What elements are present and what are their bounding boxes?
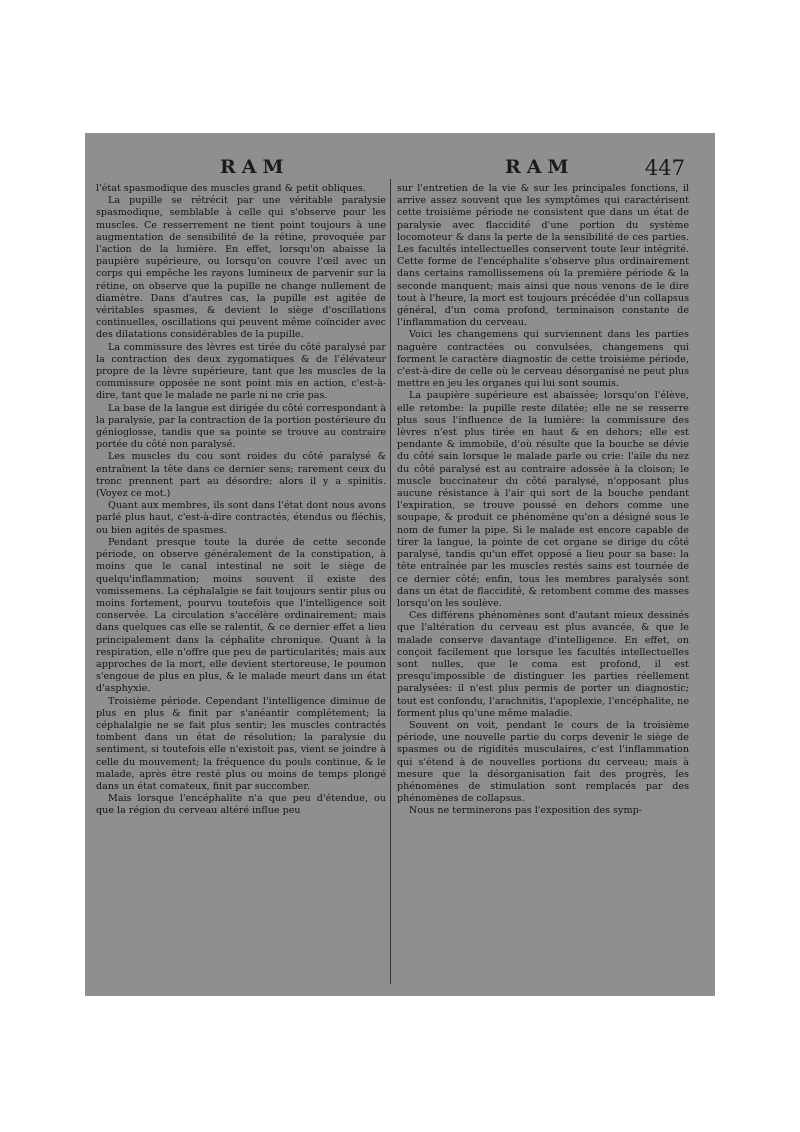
paragraph: Ces différens phénomènes sont d'autant mieux dessinés que l'altération du cerveau est plus avancée, & que le malade conserve davantage d'intelligence. En effet, on conçoit facilement que lorsque les facultés intellectuelles sont nulles, que le coma est profond, il est presqu'impossible de distinguer les parties réellement paralysées: il n'est plus permis de porter un diagnostic; tout est confondu, l'arachnitis, l'apoplexie, l'encéphalite, ne forment plus qu'une même maladie. <box>397 610 689 719</box>
scanned-page <box>85 133 715 996</box>
paragraph: Quant aux membres, ils sont dans l'état dont nous avons parlé plus haut, c'est-à-dire contractés, étendus ou fléchis, ou bien agités de spasmes. <box>96 500 386 536</box>
column-divider <box>390 179 391 984</box>
paragraph: Troisième période. Cependant l'intelligence diminue de plus en plus & finit par s'anéantir complétement; la céphalalgie ne se fait plus sentir; les muscles contractés tombent dans un état de résolution; la paralysie du sentiment, si toutefois elle n'existoit pas, vient se joindre à celle du mouvement; la fréquence du pouls continue, & le malade, après être resté plus ou moins de temps plongé dans un état comateux, finit par succomber. <box>96 695 386 792</box>
right-column <box>397 183 689 983</box>
paragraph: La paupière supérieure est abaissée; lorsqu'on l'élève, elle retombe: la pupille reste dilatée; elle ne se resserre plus sous l'influence de la lumière: la commissure des lèvres n'est plus tirée en haut & en dehors; elle est pendante & immobile, d'où résulte que la bouche se dévie du côté sain lorsque le malade parle ou crie: l'aile du nez du côté paralysé est au contraire adossée à la cloison; le muscle buccinateur du côté paralysé, n'opposant plus aucune résistance à l'air qui sort de la bouche pendant l'expiration, se trouve poussé en dehors comme une soupape, & produit ce phénomène qu'on a désigné sous le nom de fumer la pipe. Si le malade est encore capable de tirer la langue, la pointe de cet organe se dirige du côté paralysé, tandis qu'un effet opposé a lieu pour sa base: la tête entraînée par les muscles restés sains est tournée de ce dernier côté; enfin, tous les membres paralysés sont dans un état de flaccidité, & retombent comme des masses lorsqu'on les soulève. <box>397 390 689 609</box>
paragraph: La pupille se rétrécit par une véritable paralysie spasmodique, semblable à celle qui s'observe pour les muscles. Ce resserrement ne tient point toujours à une augmentation de sensibilité de la rétine, provoquée par l'action de la lumière. En effet, lorsqu'on abaisse la paupière supérieure, ou lorsqu'on couvre l'œil avec un corps qui empêche les rayons lumineux de parvenir sur la rétine, on observe que la pupille ne change nullement de diamètre. Dans d'autres cas, la pupille est agitée de véritables spasmes, & devient le siège d'oscillations continuelles, oscillations qui peuvent même coïncider avec des dilatations considérables de la pupille. <box>96 195 386 341</box>
paragraph: sur l'entretien de la vie & sur les principales fonctions, il arrive assez souvent que les symptômes qui caractérisent cette troisième période ne consistent que dans un état de paralysie avec flaccidité d'une portion du système locomoteur & dans la perte de la sensibilité de ces parties. Les facultés intellectuelles conservent toute leur intégrité. Cette forme de l'encéphalite s'observe plus ordinairement dans certains ramollissemens où la première période & la seconde manquent; mais ainsi que nous venons de le dire tout à l'heure, la mort est toujours précédée d'un collapsus général, d'un coma profond, terminaison constante de l'inflammation du cerveau. <box>397 183 689 329</box>
paragraph: La base de la langue est dirigée du côté correspondant à la paralysie, par la contraction de la portion postérieure du génioglosse, tandis que sa pointe se trouve au contraire portée du côté non paralysé. <box>96 402 386 451</box>
running-head-left: RAM <box>220 156 290 178</box>
paragraph: Pendant presque toute la durée de cette seconde période, on observe généralement de la constipation, à moins que le canal intestinal ne soit le siège de quelqu'inflammation; moins souvent il existe des vomissemens. La céphalalgie se fait toujours sentir plus ou moins fortement, pourvu toutefois que l'intelligence soit conservée. La circulation s'accélère ordinairement; mais dans quelques cas elle se ralentit, & ce dernier effet a lieu principalement dans la céphalite chronique. Quant à la respiration, elle n'offre que peu de particularités; mais aux approches de la mort, elle devient stertoreuse, le poumon s'engoue de plus en plus, & le malade meurt dans un état d'asphyxie. <box>96 536 386 695</box>
paragraph: Mais lorsque l'encéphalite n'a que peu d'étendue, ou que la région du cerveau altéré influe peu <box>96 793 386 817</box>
paragraph: Souvent on voit, pendant le cours de la troisième période, une nouvelle partie du corps devenir le siège de spasmes ou de rigidités musculaires, c'est l'inflammation qui s'étend à de nouvelles portions du cerveau; mais à mesure que la désorganisation fait des progrès, les phénomènes de stimulation sont remplacés par des phénomènes de collapsus. <box>397 719 689 805</box>
paragraph: Nous ne terminerons pas l'exposition des symp- <box>409 805 642 817</box>
left-column <box>96 183 386 983</box>
paragraph: La commissure des lèvres est tirée du côté paralysé par la contraction des deux zygomatiques & de l'élévateur propre de la lèvre supérieure, tant que les muscles de la commissure opposée ne sont point mis en action, c'est-à-dire, tant que le malade ne parle ni ne crie pas. <box>96 341 386 402</box>
running-head-right: RAM <box>505 156 575 178</box>
paragraph: Les muscles du cou sont roides du côté paralysé & entraînent la tête dans ce dernier sens; rarement ceux du tronc prennent part au désordre; alors il y a spinitis. (Voyez ce mot.) <box>96 451 386 500</box>
page-number: 447 <box>644 156 685 180</box>
paragraph: l'état spasmodique des muscles grand & petit obliques. <box>96 183 366 194</box>
paragraph: Voici les changemens qui surviennent dans les parties naguère contractées ou convulsées, changemens qui forment le caractère diagnostic de cette troisième période, c'est-à-dire de celle où le cerveau désorganisé ne peut plus mettre en jeu les organes qui lui sont soumis. <box>397 329 689 390</box>
